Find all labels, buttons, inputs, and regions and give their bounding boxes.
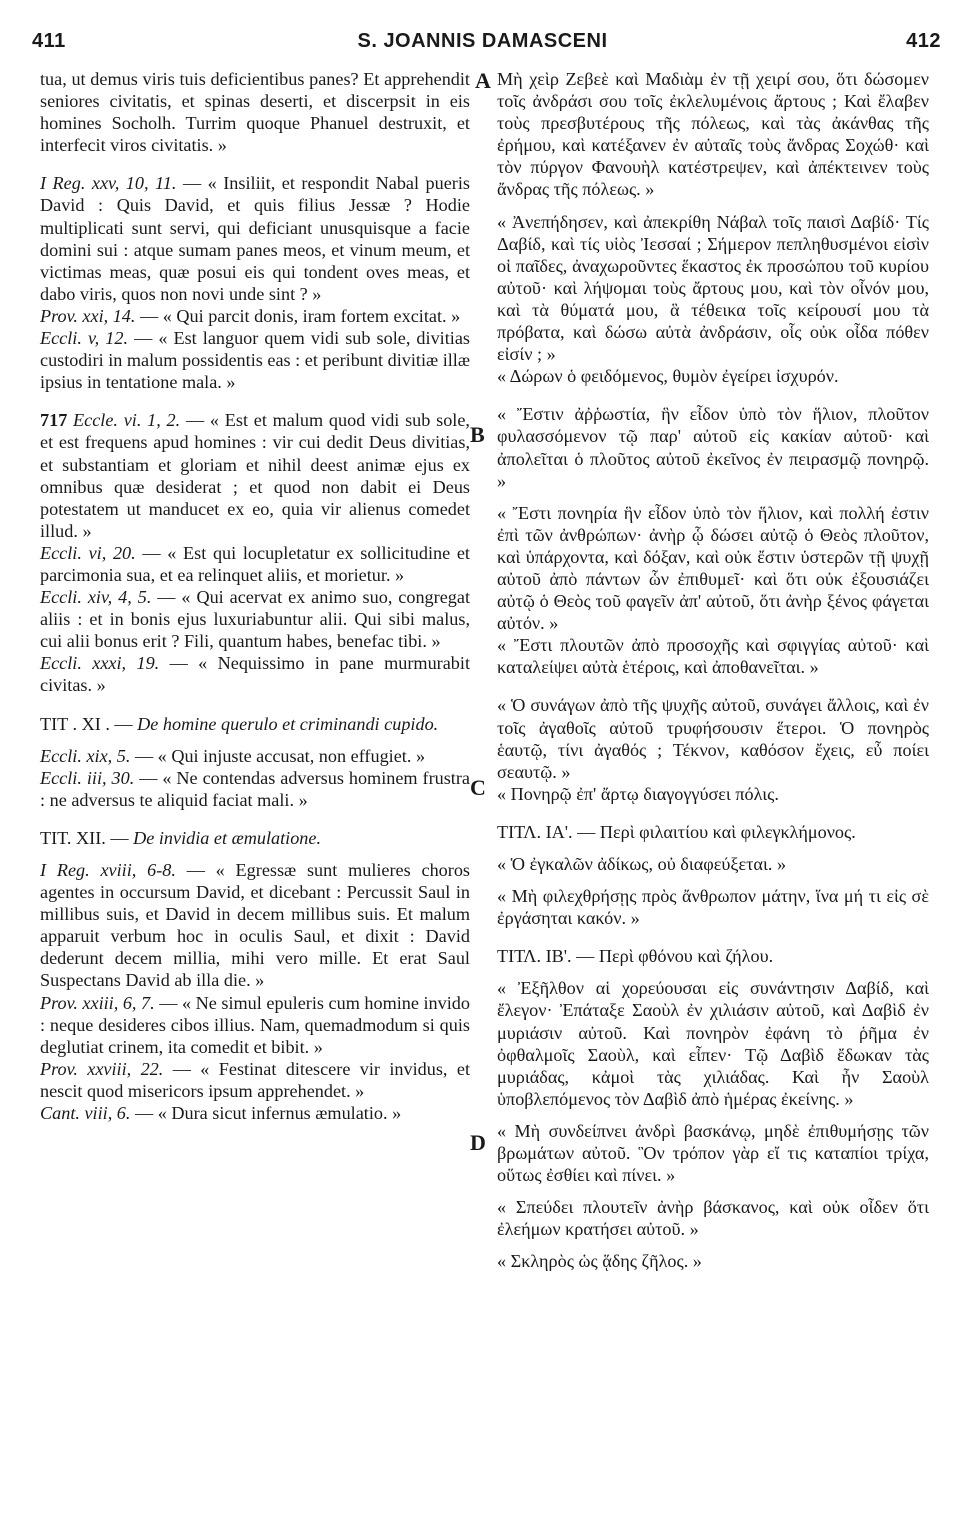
latin-passage: Prov. xxi, 14. — « Qui parcit donis, iram fortem excitat. » <box>40 305 461 326</box>
margin-marker-b: B <box>470 422 485 447</box>
greek-passage: « Σπεύδει πλουτεῖν ἀνὴρ βάσκανος, καὶ οὐκ οἶδεν ὅτι ἐλεήμων κρατήσει αὐτοῦ. » <box>497 1197 929 1240</box>
greek-passage: « Ἔστιν ἀῤῥωστία, ἣν εἶδον ὑπὸ τὸν ἥλιον, πλοῦτον φυλασσόμενον τῷ παρ' αὐτοῦ εἰς κακίαν αὐτοῦ· καὶ ἀπολεῖται ὁ πλοῦτος αὐτοῦ ἐκεῖνος ἐν πειρασμῷ πονηρῷ. » <box>497 404 929 491</box>
latin-passage: Prov. xxviii, 22. — « Festinat ditescere vir invidus, et nescit quod misericors ipsum apprehendet. » <box>40 1058 470 1101</box>
latin-column <box>40 68 470 1124</box>
latin-passage: Eccli. iii, 30. — « Ne contendas adversus hominem frustra : ne adversus te aliquid faciat mali. » <box>40 767 470 810</box>
latin-passage: Eccli. xxxi, 19. — « Nequissimo in pane murmurabit civitas. » <box>40 653 470 696</box>
greek-passage: « Ἐξῆλθον αἱ χορεύουσαι εἰς συνάντησιν Δαβίδ, καὶ ἔλεγον· Ἐπάταξε Σαοὺλ ἐν χιλιάσιν αὐτοῦ, καὶ Δαβὶδ ἐν μυριάσιν αὐτοῦ. Καὶ πονηρὸν ἐφάνη τὸ ῥῆμα ἐν ὀφθαλμοῖς Σαοὺλ, καὶ εἶπεν· Τῷ Δαβὶδ ἔδωκαν τὰς μυριάδας, κἀμοὶ τὰς χιλιάδας. Καὶ ἦν Σαοὺλ ὑποβλεπόμενος τὸν Δαβὶδ ἀπὸ ἡμέρας ἐκείνης. » <box>497 978 929 1109</box>
greek-passage: « Μὴ συνδείπνει ἀνδρὶ βασκάνῳ, μηδὲ ἐπιθυμήσῃς τῶν βρωμάτων αὐτοῦ. Ὃν τρόπον γὰρ εἴ τις καταπίοι τρίχα, οὕτως ἐσθίει καὶ πίνει. » <box>497 1120 929 1186</box>
margin-marker-c: C <box>470 775 486 800</box>
latin-passage: Cant. viii, 6. — « Dura sicut infernus æmulatio. » <box>40 1103 402 1124</box>
latin-passage: Eccli. vi, 20. — « Est qui locupletatur ex sollicitudine et parcimonia sua, et ea relinquet aliis, et morietur. » <box>40 542 470 585</box>
latin-passage: Eccli. xix, 5. — « Qui injuste accusat, non effugiet. » <box>40 745 426 766</box>
latin-passage: tua, ut demus viris tuis deficientibus panes? Et apprehendit seniores civitatis, et spinas deserti, et discerpsit in eis homines Socholh. Turrim quoque Phanuel destruxit, et interfecit viros civitatis. » <box>40 69 470 156</box>
latin-passage: 717 Eccle. vi. 1, 2. — « Est et malum quod vidi sub sole, et est frequens apud homines : vir cui dedit Deus divitias, et substantiam et gloriam et nihil deest animæ ejus ex omnibus quæ desiderat ; et quod non dabit ei Deus potestatem ut manducet ex eo, quia vir alienus comedet illud. » <box>40 410 470 541</box>
column-number: 717 <box>40 410 68 431</box>
greek-passage: « Μὴ φιλεχθρήσῃς πρὸς ἄνθρωπον μάτην, ἵνα μή τι εἰς σὲ ἐργάσηται κακόν. » <box>497 886 929 929</box>
greek-passage: « Ὁ ἐγκαλῶν ἀδίκως, οὐ διαφεύξεται. » <box>497 854 787 874</box>
latin-passage: Prov. xxiii, 6, 7. — « Ne simul epuleris cum homine invido : neque desideres cibos illius. Nam, quemadmodum si quis deglutiat crinem, ita comedit et bibit. » <box>40 992 470 1057</box>
margin-marker-d: D <box>470 1130 486 1155</box>
latin-section-title-11: TIT . XI . — De homine querulo et criminandi cupido. <box>40 713 439 734</box>
greek-passage: « Σκληρὸς ὡς ᾅδης ζῆλος. » <box>497 1251 702 1272</box>
margin-marker-a: A <box>475 68 491 93</box>
greek-section-title-12: ΤΙΤΛ. ΙΒ'. — Περὶ φθόνου καὶ ζήλου. <box>497 946 774 967</box>
latin-passage: I Reg. xxv, 10, 11. — « Insiliit, et respondit Nabal pueris David : Quis David, et quis filius Jessæ ? Hodie multiplicati sunt servi, qui deficiant unusquisque a facie domini sui : atque sumam panes meos, et vinum meum, et victimas meas, quæ posui eis qui tondent oves meas, et dabo viris, quos non novi unde sint ? » <box>40 173 470 304</box>
greek-passage: « Πονηρῷ ἐπ' ἄρτῳ διαγογγύσει πόλις. <box>497 783 779 804</box>
latin-passage: Eccli. v, 12. — « Est languor quem vidi sub sole, divitias custodiri in malum possidentis eas : et peribunt divitiæ illæ ipsius in tentatione mala. » <box>40 328 470 393</box>
greek-passage: « Ὁ συνάγων ἀπὸ τῆς ψυχῆς αὐτοῦ, συνάγει ἄλλοις, καὶ ἐν τοῖς ἀγαθοῖς αὐτοῦ τρυφήσουσιν ἕτεροι. Ὁ πονηρὸς ἑαυτῷ, τίνι ἀγαθός ; Τέκνον, καθόσον ἔχεις, εὖ ποίει σεαυτῷ. » <box>497 695 929 782</box>
greek-passage: Μὴ χεὶρ Ζεβεὲ καὶ Μαδιὰμ ἐν τῇ χειρί σου, ὅτι δώσομεν τοῖς ἀνδράσι σου τοῖς ἐκλελυμένοις ἄρτους ; Καὶ ἔλαβεν τοὺς πρεσβυτέρους τῆς πόλεως, καὶ τὰς ἀκάνθας τῆς ἐρήμου, καὶ κατέξανεν ἐν αὐταῖς τοὺς ἄνδρας Σοχώθ· καὶ τὸν πύργον Φανουὴλ κατέστρεψεν, καὶ ἀπέκτεινεν τοὺς ἄνδρας τῆς πόλεως. » <box>497 69 929 200</box>
greek-passage: « Ἔστι πονηρία ἣν εἶδον ὑπὸ τὸν ἥλιον, καὶ πολλή ἐστιν ἐπὶ τῶν ἀνθρώπων· ἀνὴρ ᾧ δώσει αὐτῷ ὁ Θεὸς πλοῦτον, καὶ ὑπάρχοντα, καὶ δόξαν, καὶ οὐκ ἔστιν ὑστερῶν τῇ ψυχῇ αὐτοῦ ἀπὸ πάντων ὧν ἐπιθυμεῖ· καὶ ὅτι οὐκ ἐξουσιάζει αὐτῷ ὁ Θεὸς τοῦ φαγεῖν ἀπ' αὐτοῦ, ὅτι ἀνὴρ ξένος φάγεται αὐτόν. » <box>497 502 929 634</box>
greek-section-title-11: ΤΙΤΛ. ΙΑ'. — Περὶ φιλαιτίου καὶ φιλεγκλήμονος. <box>497 821 856 842</box>
latin-section-title-12: TIT. XII. — De invidia et æmulatione. <box>40 827 322 848</box>
latin-passage: Eccli. xiv, 4, 5. — « Qui acervat ex animo suo, congregat aliis : et in bonis ejus luxuriabuntur alii. Qui sibi malus, cui alii bonus erit ? Fili, quantum habes, benefac tibi. » <box>40 587 470 652</box>
greek-passage: « Δώρων ὁ φειδόμενος, θυμὸν ἐγείρει ἰσχυρόν. <box>497 366 839 387</box>
greek-passage: « Ἀνεπήδησεν, καὶ ἀπεκρίθη Νάβαλ τοῖς παισὶ Δαβίδ· Τίς Δαβίδ, καὶ τίς υἱὸς Ἰεσσαί ; Σήμερον πεπληθυσμένοι εἰσὶν οἱ παῖδες, ἀναχωροῦντες ἕκαστος ἐκ προσώπου τοῦ κυρίου αὐτοῦ· καὶ λήψομαι τοὺς ἄρτους μου, καὶ τὸν οἶνόν μου, καὶ τὰ θύματά μου, ἃ τέθεικα τοῖς κείρουσί μου τὰ πρόβατα, καὶ δώσω αὐτὰ ἀνδράσιν, οἷς οὐκ οἶδα πόθεν εἰσίν ; » <box>497 211 929 365</box>
greek-column <box>497 68 929 1273</box>
latin-passage: I Reg. xviii, 6-8. — « Egressæ sunt mulieres choros agentes in occursum David, et dicebant : Percussit Saul in millibus suis, et David in decem millibus suis. Et malum apparuit verbum hoc in oculis Saul, et dixit : David dederunt decem millia, mihi vero mille. Et erat Saul Suspectans David ab illa die. » <box>40 860 470 991</box>
page-header <box>22 30 943 60</box>
greek-passage: « Ἔστι πλουτῶν ἀπὸ προσοχῆς καὶ σφιγγίας αὐτοῦ· καὶ καταλείψει αὐτὰ ἑτέροις, καὶ ἀποθανεῖται. » <box>497 635 929 678</box>
page-number-right: 412 <box>906 30 941 52</box>
page-number-left: 411 <box>32 30 66 52</box>
running-title: S. JOANNIS DAMASCENI <box>357 30 608 52</box>
